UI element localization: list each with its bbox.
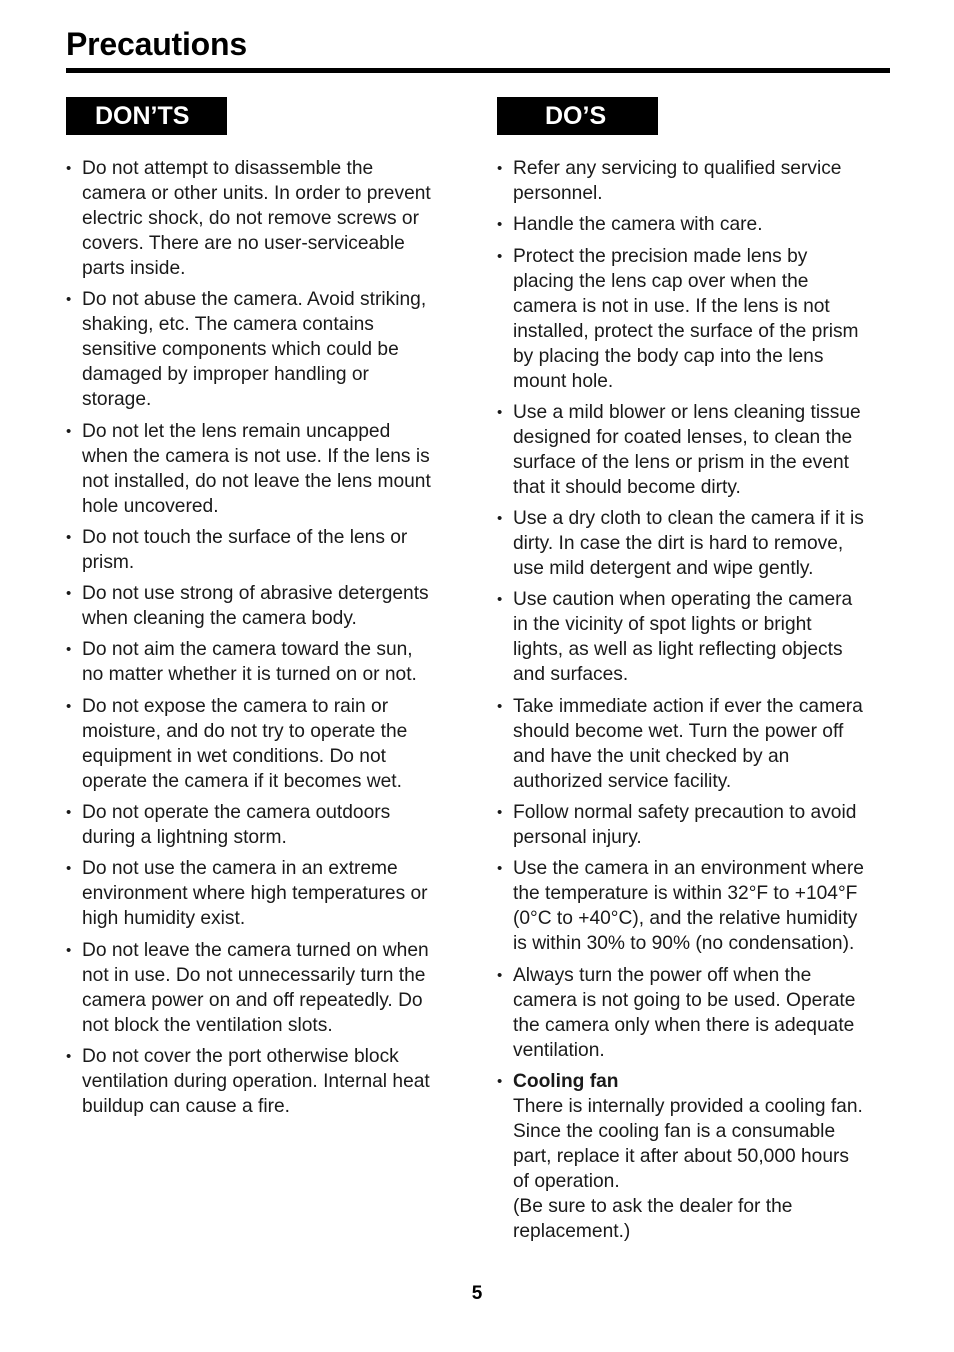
list-item — [66, 581, 458, 631]
page-number: 5 — [471, 1283, 483, 1304]
list-item-text: Do not attempt to disassemble the camera or other units. In order to prevent electric shock, do not remove screws or covers. There are no user-serviceable parts inside. — [82, 158, 431, 279]
list-item-text: Do not touch the surface of the lens or prism. — [82, 526, 408, 573]
dos-column — [497, 97, 891, 1250]
list-item — [497, 244, 891, 394]
bullet-icon: • — [497, 804, 503, 822]
list-item-text: Do not abuse the camera. Avoid striking, shaking, etc. The camera contains sensitive components which could be damaged by improper handling or storage. — [82, 289, 427, 411]
list-item-text: Protect the precision made lens by placing the lens cap over when the camera is not in use. If the lens is not installed, protect the surface of the prism by placing the body cap into the lens mount hole. — [513, 245, 859, 392]
list-item — [497, 856, 891, 956]
bullet-icon: • — [66, 1047, 72, 1065]
list-item — [66, 287, 458, 412]
bullet-icon: • — [497, 591, 503, 609]
list-item-text: Do not cover the port otherwise block ventilation during operation. Internal heat buildup can cause a fire. — [82, 1045, 430, 1117]
bullet-icon: • — [66, 422, 72, 440]
list-item-text: Follow normal safety precaution to avoid personal injury. — [513, 802, 857, 849]
bullet-icon: • — [66, 641, 72, 659]
bullet-icon: • — [497, 247, 503, 265]
list-item — [66, 856, 458, 931]
list-item — [66, 938, 458, 1038]
list-item — [66, 156, 458, 281]
list-item — [497, 400, 891, 500]
bullet-icon: • — [66, 697, 72, 715]
donts-list — [66, 156, 458, 1119]
bullet-icon: • — [66, 941, 72, 959]
list-item — [497, 506, 891, 581]
list-item — [497, 156, 891, 206]
list-item-text: Do not operate the camera outdoors during a lightning storm. — [82, 802, 391, 849]
list-item — [497, 587, 891, 687]
bullet-icon: • — [66, 291, 72, 309]
bullet-icon: • — [66, 804, 72, 822]
bullet-icon: • — [497, 510, 503, 528]
title-rule — [66, 68, 890, 73]
list-item-text: Do not use strong of abrasive detergents when cleaning the camera body. — [82, 583, 429, 630]
list-item — [66, 637, 458, 687]
list-item-text: Do not aim the camera toward the sun, no matter whether it is turned on or not. — [82, 639, 417, 686]
list-item-title: Cooling fan — [513, 1070, 619, 1092]
list-item-text: Use a dry cloth to clean the camera if it is dirty. In case the dirt is hard to remove, use mild detergent and wipe gently. — [513, 508, 864, 580]
list-item-text: Do not leave the camera turned on when not in use. Do not unnecessarily turn the camera power on and off repeatedly. Do not block the ventilation slots. — [82, 939, 429, 1036]
list-item — [497, 212, 891, 237]
list-item — [66, 800, 458, 850]
list-item-text: Refer any servicing to qualified service personnel. — [513, 158, 842, 204]
bullet-icon: • — [66, 585, 72, 603]
list-item-text: Do not use the camera in an extreme environment where high temperatures or high humidity exist. — [82, 858, 428, 930]
list-item-text: Handle the camera with care. — [513, 214, 763, 236]
list-item-text: Use a mild blower or lens cleaning tissue designed for coated lenses, to clean the surface of the lens or prism in the event that it should become dirty. — [513, 401, 861, 498]
donts-header: DON’TS — [66, 97, 227, 135]
bullet-icon: • — [497, 966, 503, 984]
list-item — [497, 800, 891, 850]
bullet-icon: • — [66, 860, 72, 878]
bullet-icon: • — [497, 403, 503, 421]
list-item-text: Take immediate action if ever the camera should become wet. Turn the power off and have the unit checked by an authorized service facility. — [513, 695, 863, 792]
bullet-icon: • — [66, 528, 72, 546]
page-title: Precautions — [66, 26, 247, 62]
list-item-text: Do not let the lens remain uncapped when the camera is not use. If the lens is not installed, do not leave the lens mount hole uncovered. — [82, 420, 431, 517]
bullet-icon: • — [497, 1072, 503, 1090]
list-item — [66, 525, 458, 575]
list-item-cooling-fan — [497, 1069, 891, 1244]
donts-column — [66, 97, 458, 1125]
list-item — [66, 694, 458, 794]
bullet-icon: • — [497, 860, 503, 878]
bullet-icon: • — [497, 697, 503, 715]
dos-header: DO’S — [497, 97, 658, 135]
list-item — [497, 694, 891, 794]
bullet-icon: • — [497, 160, 503, 177]
list-item — [66, 419, 458, 519]
list-item-text: Use caution when operating the camera in the vicinity of spot lights or bright lights, as well as light reflecting objects and surfaces. — [513, 589, 853, 686]
list-item-text: Do not expose the camera to rain or moisture, and do not try to operate the equipment in wet conditions. Do not operate the camera if it becomes wet. — [82, 695, 408, 792]
bullet-icon: • — [66, 160, 72, 177]
list-item — [66, 1044, 458, 1119]
bullet-icon: • — [497, 216, 503, 234]
dos-list — [497, 156, 891, 1244]
list-item-text: Use the camera in an environment where the temperature is within 32°F to +104°F (0°C to +40°C), and the relative humidity is within 30% to 90% (no condensation). — [513, 858, 864, 955]
list-item-text: There is internally provided a cooling fan. Since the cooling fan is a consumable part, replace it after about 50,000 hours of operation. (Be sure to ask the dealer for the replacement.) — [513, 1095, 863, 1242]
list-item-text: Always turn the power off when the camera is not going to be used. Operate the camera only when there is adequate ventilation. — [513, 964, 856, 1061]
list-item — [497, 963, 891, 1063]
